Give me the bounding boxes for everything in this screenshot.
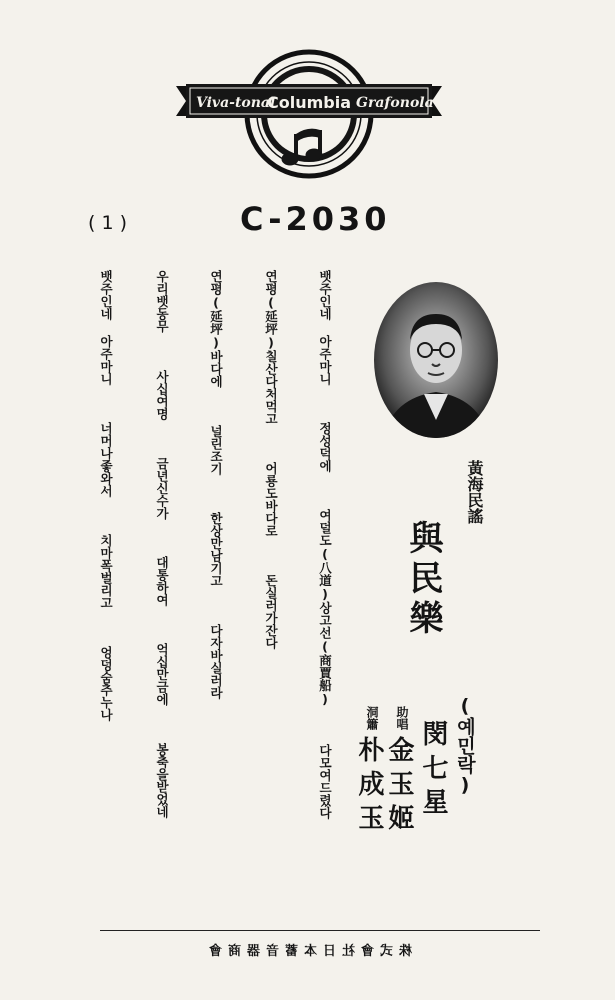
footer-rule: [100, 930, 540, 931]
logo-right-text: Grafonola: [356, 95, 434, 111]
lyric-line-5: 뱃주인네 아주마니 너머나좋와서 치마폭벌리고 엉덩숨추누나: [98, 270, 114, 721]
record-number: C-2030: [240, 200, 391, 238]
logo-left-text: Viva-tonal: [196, 95, 276, 111]
page-number: ( 1 ): [88, 212, 127, 234]
lyric-line-2: 연평(延坪)칠산다처먹고 어룡도바다로 돈실러가잔다: [263, 270, 279, 649]
logo-center-text: Columbia: [266, 93, 352, 112]
columbia-logo: [168, 46, 450, 186]
performer-name-2: 朴成玉: [354, 736, 384, 838]
lyric-line-3: 연평(延坪)바다에 널린조기 한상만남기고 다자바실러라: [208, 270, 224, 699]
performer-role-2: 洞簫: [365, 706, 379, 730]
lyric-line-4: 우리뱃동무 사십여명 금년신수가 대통하여 억십만금에 봉축을받었네: [154, 270, 170, 818]
performer-role-1: 助唱: [395, 706, 409, 730]
song-genre: 黃海民謠: [465, 460, 484, 524]
lyric-line-1: 뱃주인네 아주마니 정성덕에 여덜도(八道)상고선(商賈船) 다모여드렸다: [317, 270, 333, 819]
song-title-reading: (예민락): [453, 695, 476, 796]
lead-performer: 閔七星: [418, 720, 448, 822]
song-title: 與民樂: [403, 520, 443, 640]
performer-name-1: 金玉姬: [384, 736, 414, 838]
performer-portrait: [372, 280, 500, 440]
footer-company: 株式會社日本蓄音器商會: [203, 944, 413, 959]
